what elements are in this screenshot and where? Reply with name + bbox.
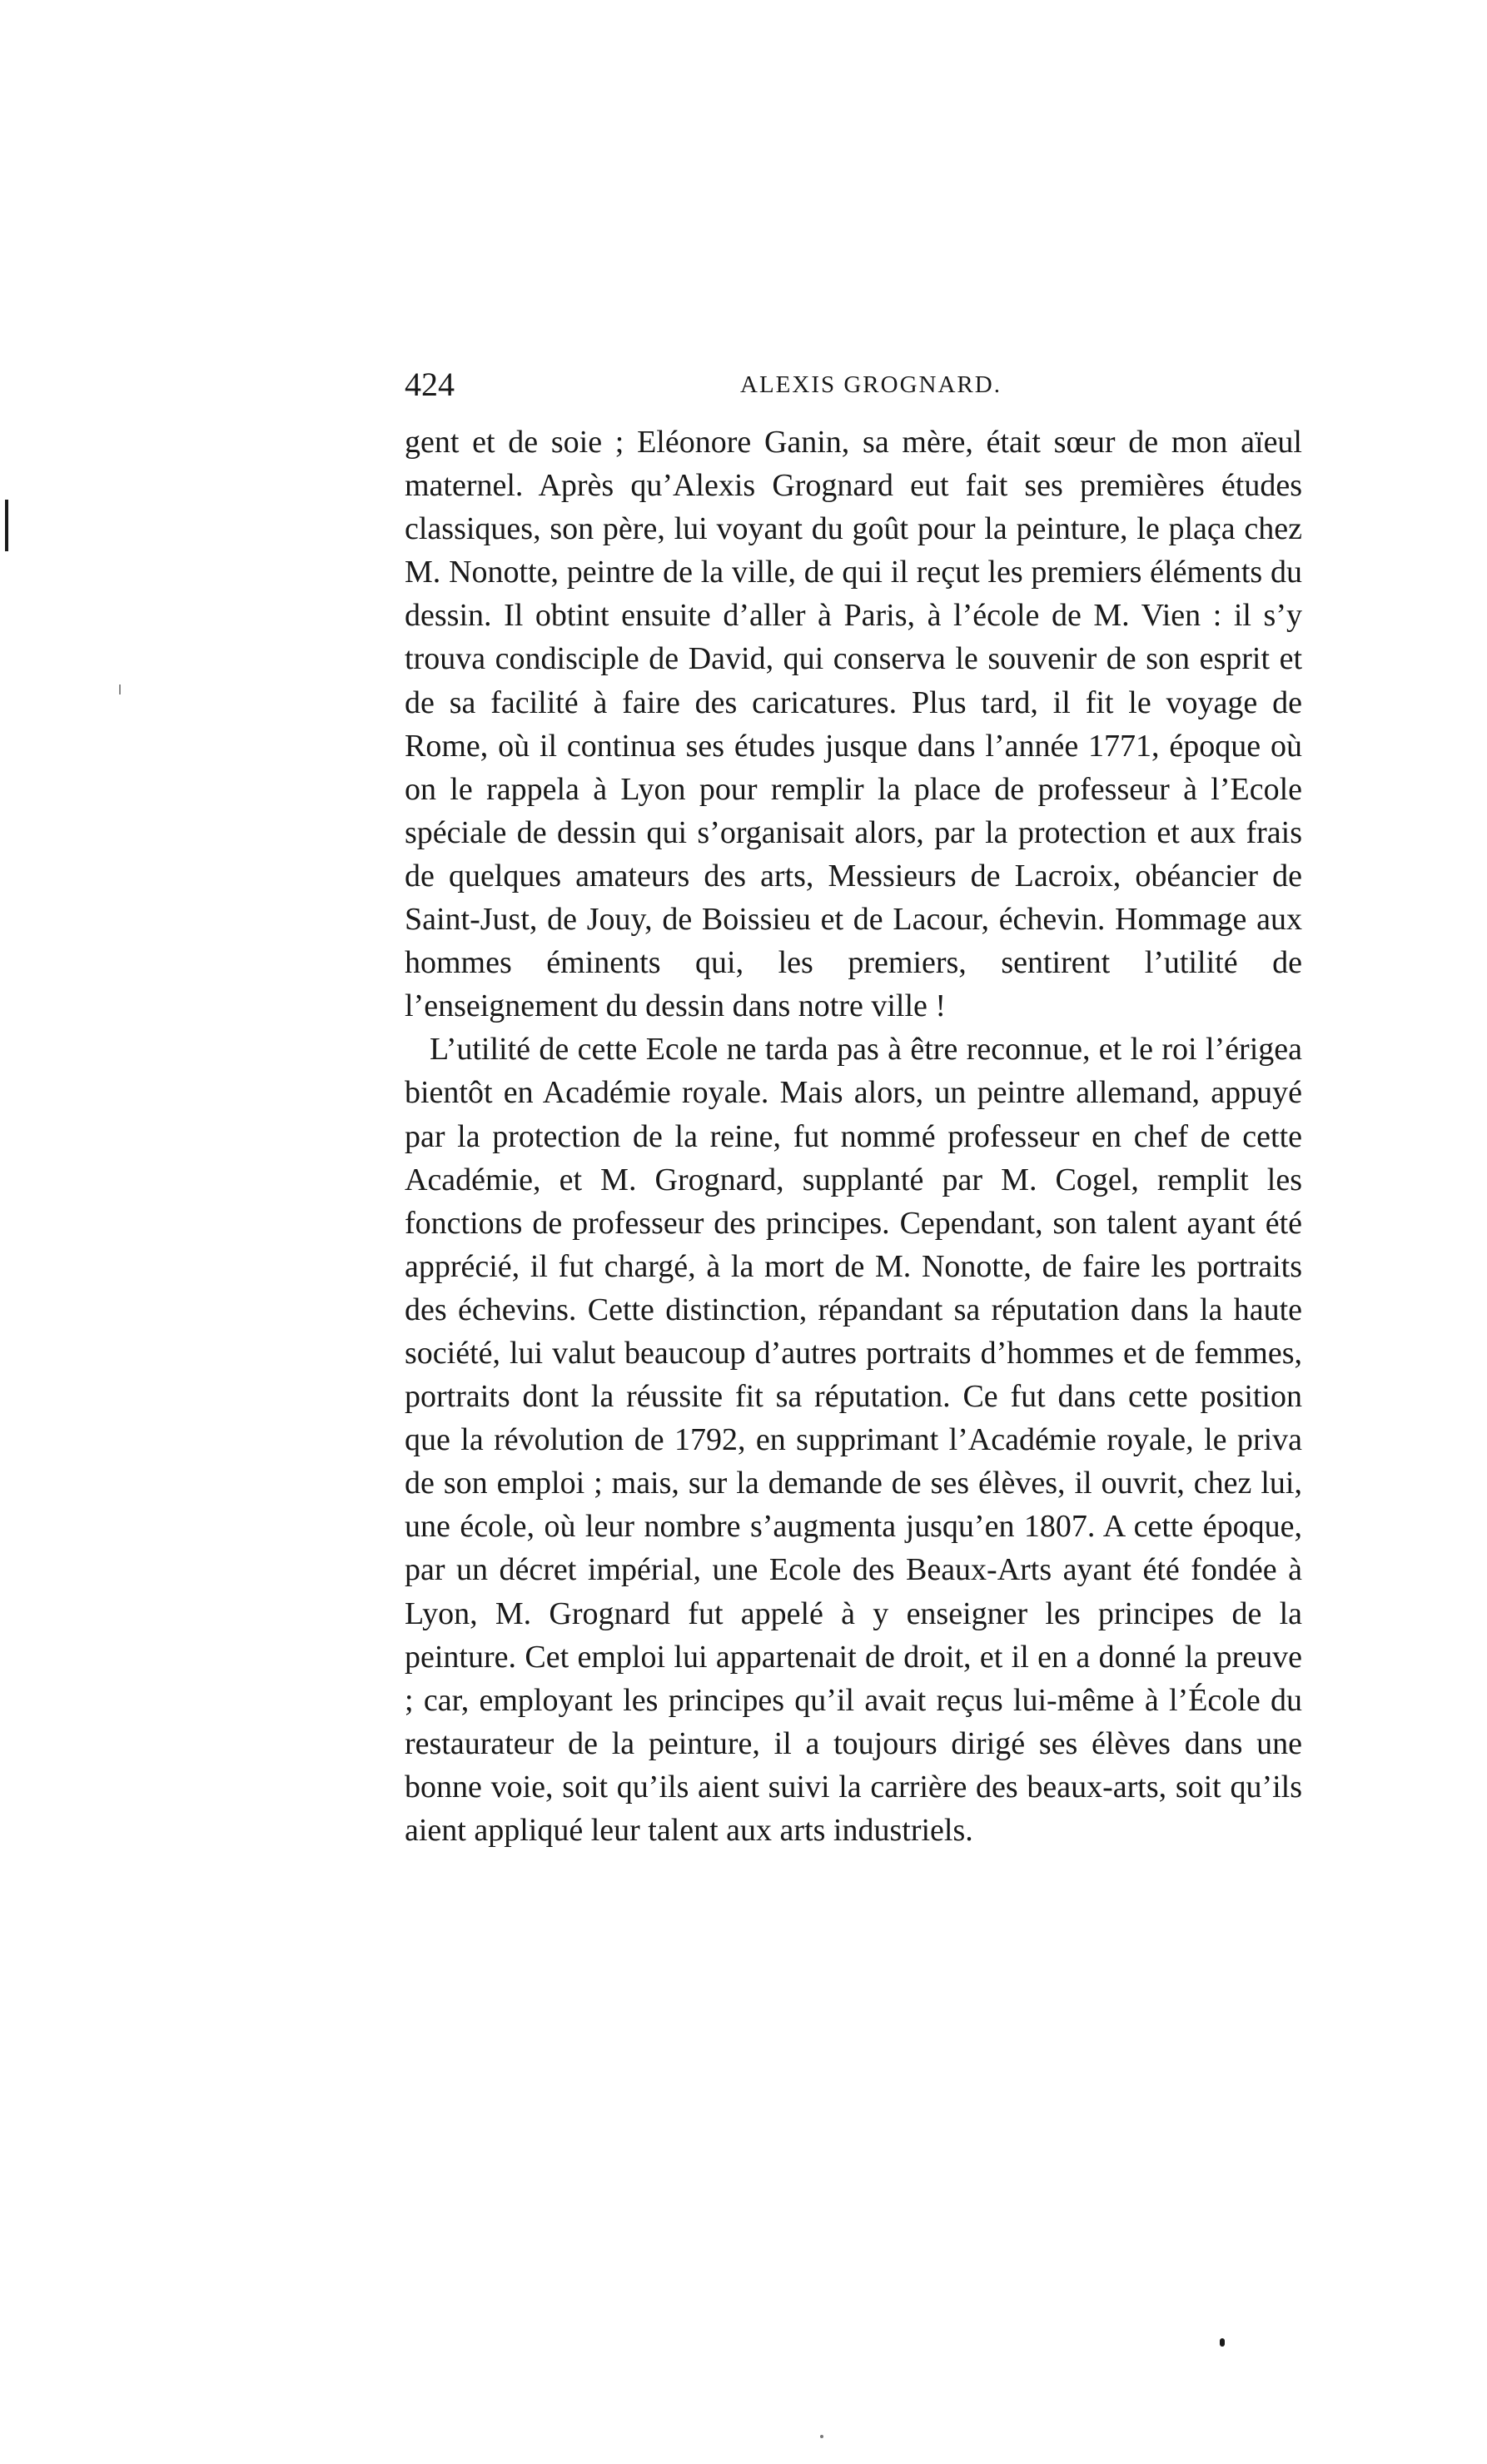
body-text xyxy=(405,421,1302,1852)
scan-speck-bottom xyxy=(820,2435,823,2438)
paragraph-2: L’utilité de cette Ecole ne tarda pas à être reconnue, et le roi l’érigea bientôt en Académie royale. Mais alors, un peintre allemand, appuyé par la protection de la reine, fut nommé professeur en chef de cette Académie, et M. Grognard, supplanté par M. Cogel, remplit les fonctions de professeur des principes. Cependant, son talent ayant été apprécié, il fut chargé, à la mort de M. Nonotte, de faire les portraits des échevins. Cette distinction, répandant sa réputation dans la haute société, lui valut beaucoup d’autres portraits d’hommes et de femmes, portraits dont la réussite fit sa réputation. Ce fut dans cette position que la révolution de 1792, en supprimant l’Académie royale, le priva de son emploi ; mais, sur la demande de ses élèves, il ouvrit, chez lui, une école, où leur nombre s’augmenta jusqu’en 1807. A cette époque, par un décret impérial, une Ecole des Beaux-Arts ayant été fondée à Lyon, M. Grognard fut appelé à y enseigner les principes de la peinture. Cet emploi lui appartenait de droit, et il en a donné la preuve ; car, employant les principes qu’il avait reçus lui-même à l’École du restaurateur de la peinture, il a toujours dirigé ses élèves dans une bonne voie, soit qu’ils aient suivi la carrière des beaux-arts, soit qu’ils aient appliqué leur talent aux arts industriels. xyxy=(405,1032,1302,1848)
page-number: 424 xyxy=(405,366,455,403)
scan-speck xyxy=(119,684,121,694)
scan-margin-mark xyxy=(5,500,8,551)
paragraph-1: gent et de soie ; Eléonore Ganin, sa mère, était sœur de mon aïeul maternel. Après qu’Alexis Grognard eut fait ses premières études classiques, son père, lui voyant du goût pour la peinture, le plaça chez M. Nonotte, peintre de la ville, de qui il reçut les premiers éléments du dessin. Il obtint ensuite d’aller à Paris, à l’école de M. Vien : il s’y trouva condisciple de David, qui conserva le souvenir de son esprit et de sa facilité à faire des caricatures. Plus tard, il fit le voyage de Rome, où il continua ses études jusque dans l’année 1771, époque où on le rappela à Lyon pour remplir la place de professeur à l’Ecole spéciale de dessin qui s’organisait alors, par la protection et aux frais de quelques amateurs des arts, Messieurs de Lacroix, obéancier de Saint-Just, de Jouy, de Boissieu et de Lacour, échevin. Hommage aux hommes éminents qui, les premiers, sentirent l’utilité de l’enseignement du dessin dans notre ville ! xyxy=(405,425,1302,1024)
page-header xyxy=(405,365,1304,415)
scan-ink-dot xyxy=(1220,2338,1225,2347)
running-title: ALEXIS GROGNARD. xyxy=(740,371,1002,398)
